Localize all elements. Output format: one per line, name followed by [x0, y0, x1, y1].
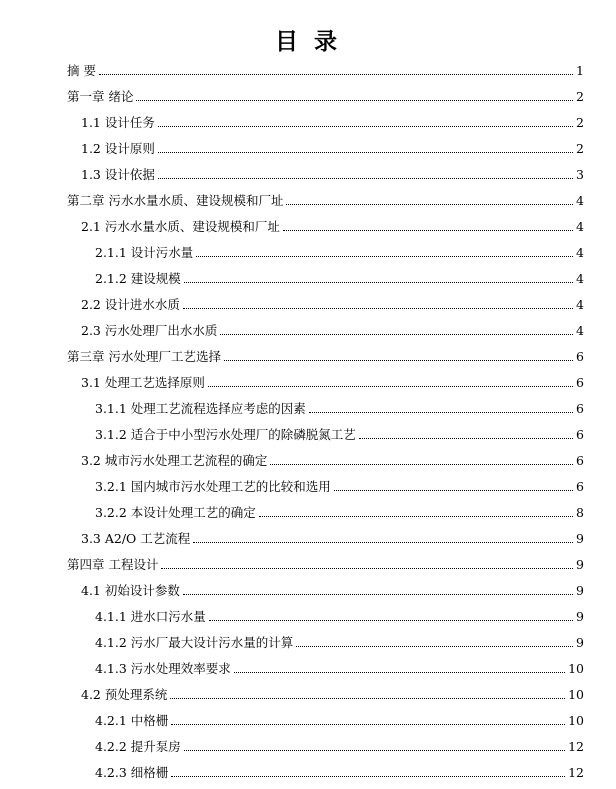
toc-entry[interactable] [81, 368, 584, 392]
toc-entry[interactable] [81, 524, 584, 548]
toc-entry-label: 2.1 污水水量水质、建设规模和厂址 [81, 219, 280, 234]
leader-dots [171, 776, 565, 777]
toc-entry[interactable] [81, 316, 584, 340]
toc-entry-label: 4.1.2 污水厂最大设计污水量的计算 [95, 635, 294, 650]
toc-entry[interactable] [95, 264, 584, 288]
toc-entry-label: 2.1.2 建设规模 [95, 271, 181, 286]
toc-entry-label: 第三章 污水处理厂工艺选择 [67, 349, 221, 364]
leader-dots [158, 152, 573, 153]
toc-entry-page: 12 [568, 739, 584, 754]
toc-entry-page: 9 [576, 583, 584, 598]
toc-entry[interactable] [95, 498, 584, 522]
toc-entry-label: 1.1 设计任务 [81, 115, 155, 130]
toc-entry[interactable] [81, 446, 584, 470]
toc-entry[interactable] [95, 732, 584, 756]
toc-entry-label: 3.2.2 本设计处理工艺的确定 [95, 505, 256, 520]
toc-entry[interactable] [95, 628, 584, 652]
toc-entry[interactable] [67, 550, 584, 574]
toc-entry-page: 6 [576, 453, 584, 468]
toc-entry-label: 摘 要 [67, 63, 96, 78]
toc-entry-page: 4 [576, 245, 584, 260]
leader-dots [334, 490, 573, 491]
toc-entry-label: 4.1 初始设计参数 [81, 583, 180, 598]
toc-entry-label: 3.3 A2/O 工艺流程 [81, 531, 191, 546]
toc-entry[interactable] [67, 56, 584, 80]
toc-entry[interactable] [95, 394, 584, 418]
toc-entry-page: 10 [568, 687, 584, 702]
leader-dots [171, 724, 565, 725]
toc-entry-page: 8 [576, 505, 584, 520]
toc-entry[interactable] [95, 706, 584, 730]
leader-dots [136, 100, 573, 101]
toc-entry-page: 9 [576, 609, 584, 624]
toc-entry-page: 4 [576, 323, 584, 338]
leader-dots [193, 542, 573, 543]
leader-dots [234, 672, 565, 673]
toc-entry-page: 3 [576, 167, 584, 182]
toc-entry-page: 12 [568, 765, 584, 780]
leader-dots [184, 750, 565, 751]
toc-entry-label: 3.1 处理工艺选择原则 [81, 375, 205, 390]
leader-dots [196, 256, 573, 257]
toc-entry-page: 6 [576, 479, 584, 494]
leader-dots [209, 620, 573, 621]
toc-entry[interactable] [81, 290, 584, 314]
toc-entry-page: 6 [576, 375, 584, 390]
toc-entry-label: 4.2.3 细格栅 [95, 765, 169, 780]
toc-entry-page: 9 [576, 557, 584, 572]
toc-entry-label: 4.2.1 中格栅 [95, 713, 169, 728]
toc-entry-label: 第一章 绪论 [67, 89, 134, 104]
toc-entry[interactable] [67, 342, 584, 366]
leader-dots [359, 438, 573, 439]
toc-entry-label: 3.1.1 处理工艺流程选择应考虑的因素 [95, 401, 306, 416]
leader-dots [170, 698, 565, 699]
leader-dots [259, 516, 573, 517]
toc-entry-page: 4 [576, 271, 584, 286]
toc-entry-page: 2 [576, 141, 584, 156]
toc-entry-label: 4.2.2 提升泵房 [95, 739, 181, 754]
toc-entry[interactable] [81, 212, 584, 236]
leader-dots [183, 308, 573, 309]
toc-entry-label: 4.1.1 进水口污水量 [95, 609, 206, 624]
toc-entry-page: 6 [576, 401, 584, 416]
leader-dots [161, 568, 573, 569]
toc-entry-page: 9 [576, 635, 584, 650]
toc-entry[interactable] [81, 160, 584, 184]
toc-entry-label: 3.2.1 国内城市污水处理工艺的比较和选用 [95, 479, 331, 494]
toc-entry-label: 1.2 设计原则 [81, 141, 155, 156]
toc-entry-page: 1 [576, 63, 584, 78]
toc-entry[interactable] [81, 134, 584, 158]
page-title: 目 录 [274, 28, 341, 55]
leader-dots [283, 230, 573, 231]
leader-dots [296, 646, 573, 647]
toc-entry[interactable] [95, 420, 584, 444]
toc-entry-page: 6 [576, 427, 584, 442]
leader-dots [183, 594, 573, 595]
toc-entry[interactable] [67, 82, 584, 106]
toc-entry[interactable] [81, 576, 584, 600]
toc-entry-page: 2 [576, 115, 584, 130]
toc-entry-page: 10 [568, 713, 584, 728]
toc-entry-page: 10 [568, 661, 584, 676]
toc-entry-page: 6 [576, 349, 584, 364]
toc-entry-label: 4.2 预处理系统 [81, 687, 168, 702]
toc-entry[interactable] [95, 472, 584, 496]
toc-entry-label: 第四章 工程设计 [67, 557, 159, 572]
toc-entry-label: 1.3 设计依据 [81, 167, 155, 182]
toc-entry-page: 4 [576, 219, 584, 234]
leader-dots [184, 282, 573, 283]
toc-entry[interactable] [67, 186, 584, 210]
leader-dots [158, 126, 573, 127]
toc-entry[interactable] [95, 238, 584, 262]
toc-entry[interactable] [81, 680, 584, 704]
toc-entry-label: 2.1.1 设计污水量 [95, 245, 194, 260]
toc-entry-label: 4.1.3 污水处理效率要求 [95, 661, 231, 676]
leader-dots [158, 178, 573, 179]
toc-entry[interactable] [95, 602, 584, 626]
leader-dots [270, 464, 573, 465]
leader-dots [309, 412, 573, 413]
toc-entry-page: 2 [576, 89, 584, 104]
toc-entry-label: 3.1.2 适合于中小型污水处理厂的除磷脱氮工艺 [95, 427, 356, 442]
toc-entry[interactable] [95, 758, 584, 782]
toc-entry[interactable] [81, 108, 584, 132]
toc-entry-label: 第二章 污水水量水质、建设规模和厂址 [67, 193, 284, 208]
leader-dots [99, 74, 573, 75]
toc-entry[interactable] [95, 654, 584, 678]
toc-entry-page: 4 [576, 193, 584, 208]
leader-dots [224, 360, 573, 361]
toc-entry-label: 2.2 设计进水水质 [81, 297, 180, 312]
leader-dots [220, 334, 573, 335]
toc-entry-label: 2.3 污水处理厂出水水质 [81, 323, 218, 338]
toc-entry-page: 4 [576, 297, 584, 312]
toc-entry-page: 9 [576, 531, 584, 546]
leader-dots [208, 386, 573, 387]
leader-dots [286, 204, 573, 205]
toc-entry-label: 3.2 城市污水处理工艺流程的确定 [81, 453, 268, 468]
